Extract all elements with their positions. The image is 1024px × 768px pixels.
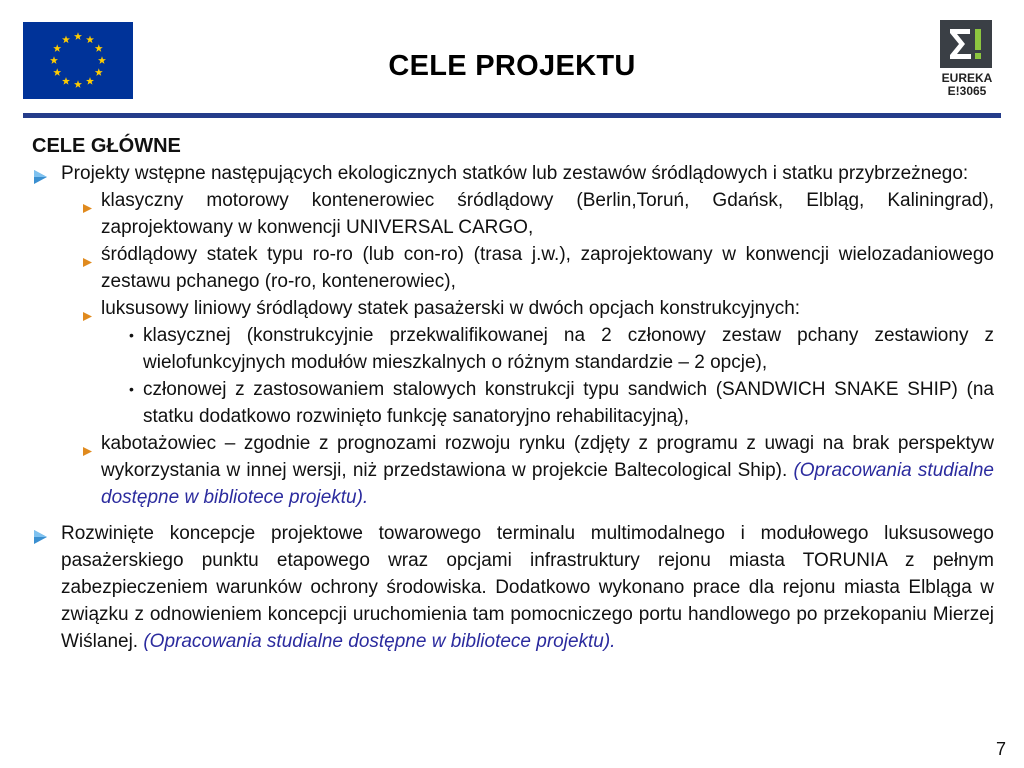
section-heading: CELE GŁÓWNE bbox=[32, 135, 181, 157]
arrow-bullet-icon bbox=[32, 526, 48, 553]
sub-bullet-item: kabotażowiec – zgodnie z prognozami rozwoju rynku (zdjęty z programu z uwagi na brak perspektyw wykorzystania w innej wersji, niż przedstawiona w projekcie Baltecological Ship). (Opracowania studialne dostępne w bibliotece projektu). bbox=[32, 430, 994, 511]
logo-line-1: EUREKA bbox=[941, 71, 993, 85]
page-title: CELE PROJEKTU bbox=[388, 50, 636, 82]
bullet-item: Rozwinięte koncepcje projektowe towarowego terminalu multimodalnego i modułowego luksusowego pasażerskiego punktu etapowego wraz opcjami infrastruktury rejonu miasta TORUNIA z pełnym zabezpieczeniem warunków ochrony środowiska. Dodatkowo wykonano prace dla rejonu miasta Elbląga w związku z odnowieniem koncepcji uruchomienia tam pomocniczego portu handlowego po przekopaniu Mierzej Wiślanej. (Opracowania studialne dostępne w bibliotece projektu). bbox=[32, 520, 994, 655]
library-note: (Opracowania studialne dostępne w bibliotece projektu). bbox=[143, 631, 616, 652]
eureka-logo-icon bbox=[936, 20, 998, 104]
sub-sub-bullet-item: • członowej z zastosowaniem stalowych konstrukcji typu sandwich (SANDWICH SNAKE SHIP) (na statku dodatkowo rozwinięto funkcję sanatoryjno rehabilitacyjną), bbox=[32, 376, 994, 430]
sub-sub-bullet-item: • klasycznej (konstrukcyjnie przekwalifikowanej na 2 członowy zestaw pchany zestawiony z wielofunkcyjnych modułów mieszkalnych o różnym standardzie – 2 opcje), bbox=[32, 322, 994, 376]
library-note: (Opracowania studialne dostępne w bibliotece projektu). bbox=[101, 460, 994, 508]
dot-bullet-icon: • bbox=[129, 327, 134, 343]
logo-line-2: E!3065 bbox=[947, 84, 987, 98]
sub-bullet-item: klasyczny motorowy kontenerowiec śródlądowy (Berlin,Toruń, Gdańsk, Elbląg, Kaliningrad), zaprojektowany w konwencji UNIVERSAL CARGO, bbox=[32, 187, 994, 241]
sub-bullet-item: luksusowy liniowy śródlądowy statek pasażerski w dwóch opcjach konstrukcyjnych: bbox=[32, 295, 994, 322]
bullet-item: Projekty wstępne następujących ekologicznych statków lub zestawów śródlądowych i statku przybrzeżnego: bbox=[32, 160, 994, 187]
small-arrow-bullet-icon bbox=[82, 249, 93, 276]
page-number: 7 bbox=[995, 739, 1006, 759]
small-arrow-bullet-icon bbox=[82, 195, 93, 222]
sub-bullet-item: śródlądowy statek typu ro-ro (lub con-ro) (trasa j.w.), zaprojektowany w konwencji wielozadaniowego zestawu pchanego (ro-ro, kontenerowiec), bbox=[32, 241, 994, 295]
dot-bullet-icon: • bbox=[129, 381, 134, 397]
slide-content bbox=[32, 133, 994, 655]
small-arrow-bullet-icon bbox=[82, 438, 93, 465]
header-rule bbox=[23, 113, 1001, 118]
